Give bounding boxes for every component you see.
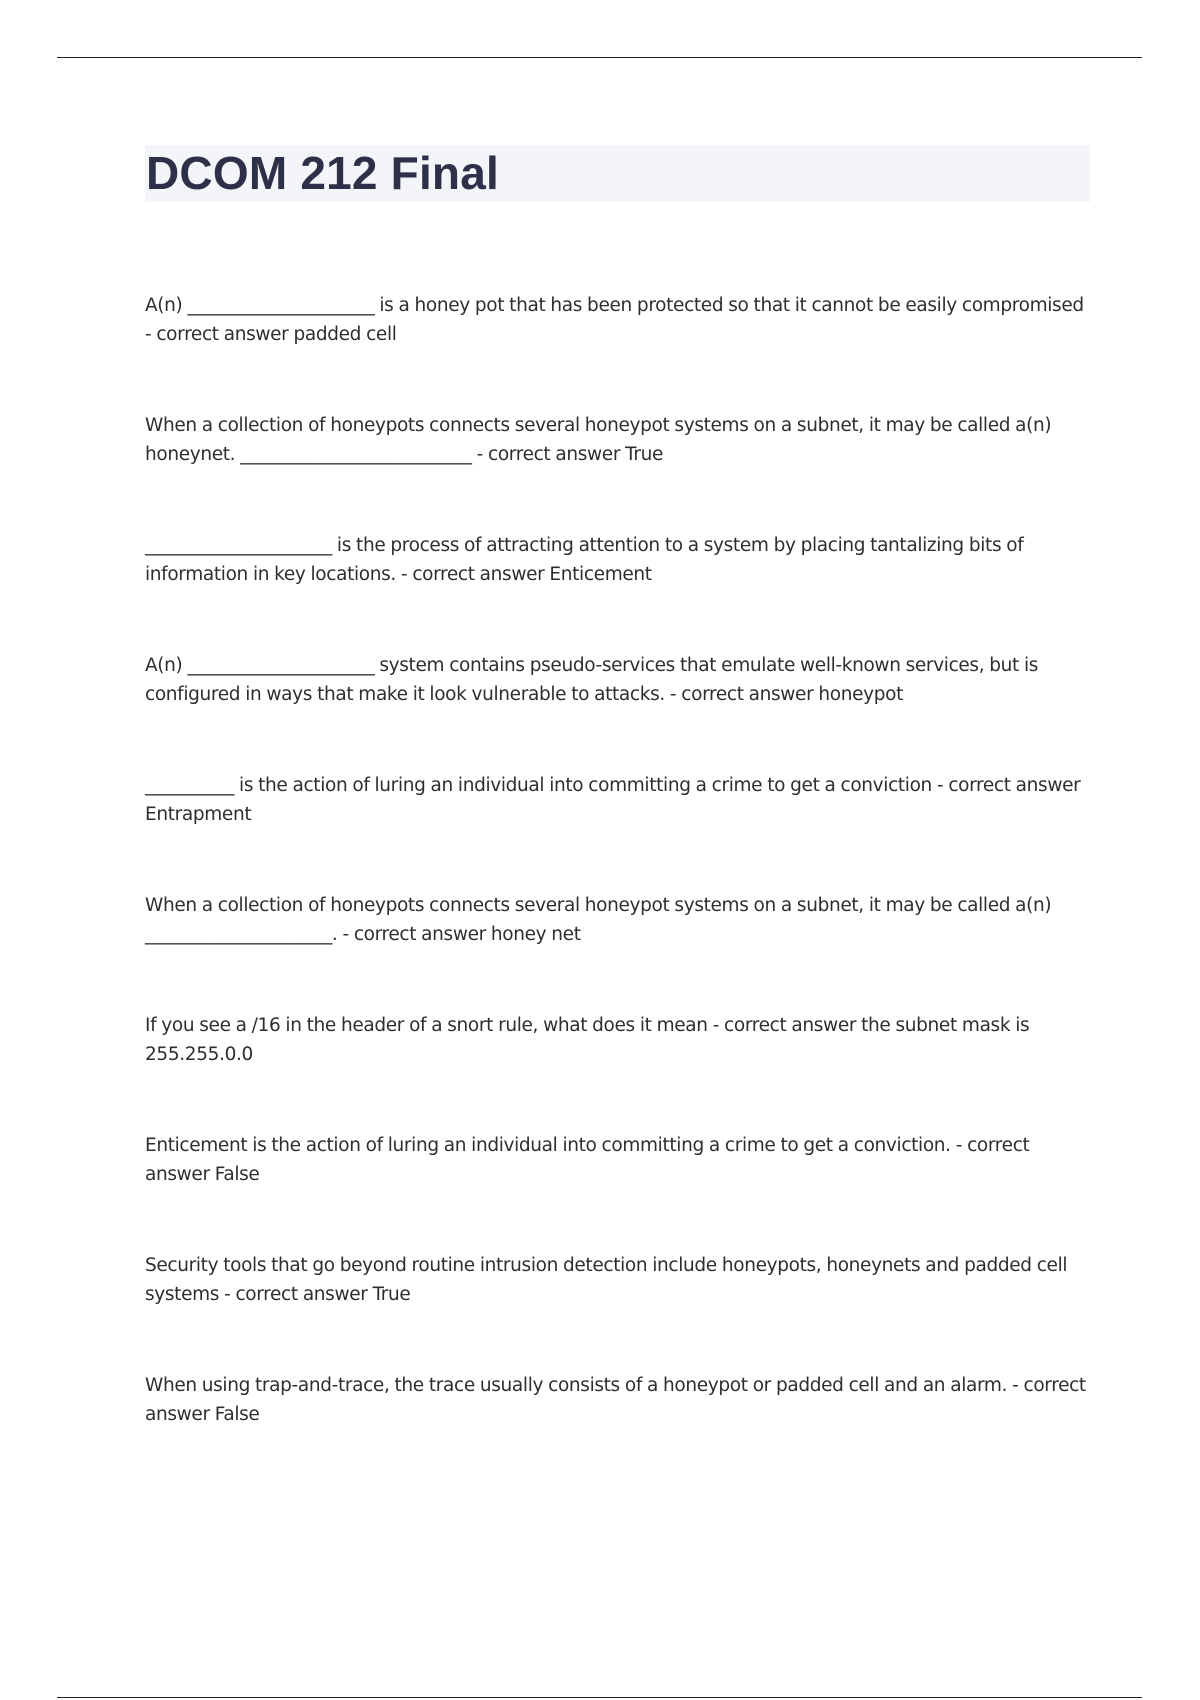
qa-item-10: When using trap-and-trace, the trace usually consists of a honeypot or padded cell and an alarm. - correct answer False	[145, 1375, 1086, 1425]
qa-item-4: A(n) _____________________ system contains pseudo-services that emulate well-known services, but is configured in ways that make it look vulnerable to attacks. - correct answer honeypot	[145, 655, 1039, 705]
qa-item-6: When a collection of honeypots connects several honeypot systems on a subnet, it may be called a(n) _____________________. - correct answer honey net	[145, 895, 1052, 945]
qa-item-2: When a collection of honeypots connects several honeypot systems on a subnet, it may be called a(n) honeynet. __________________________ - correct answer True	[145, 415, 1052, 465]
footer-rule	[57, 1697, 1142, 1698]
qa-item-7: If you see a /16 in the header of a snort rule, what does it mean - correct answer the subnet mask is 255.255.0.0	[145, 1015, 1030, 1065]
page-title: DCOM 212 Final	[146, 147, 499, 199]
qa-item-9: Security tools that go beyond routine intrusion detection include honeypots, honeynets and padded cell systems - correct answer True	[145, 1255, 1068, 1305]
qa-item-5: __________ is the action of luring an individual into committing a crime to get a conviction - correct answer Entrapment	[145, 775, 1081, 825]
qa-item-1: A(n) _____________________ is a honey pot that has been protected so that it cannot be easily compromised - correct answer padded cell	[145, 295, 1084, 345]
header-rule	[57, 57, 1142, 58]
qa-item-3: _____________________ is the process of attracting attention to a system by placing tantalizing bits of information in key locations. - correct answer Enticement	[145, 535, 1024, 585]
qa-item-8: Enticement is the action of luring an individual into committing a crime to get a conviction. - correct answer False	[145, 1135, 1030, 1185]
